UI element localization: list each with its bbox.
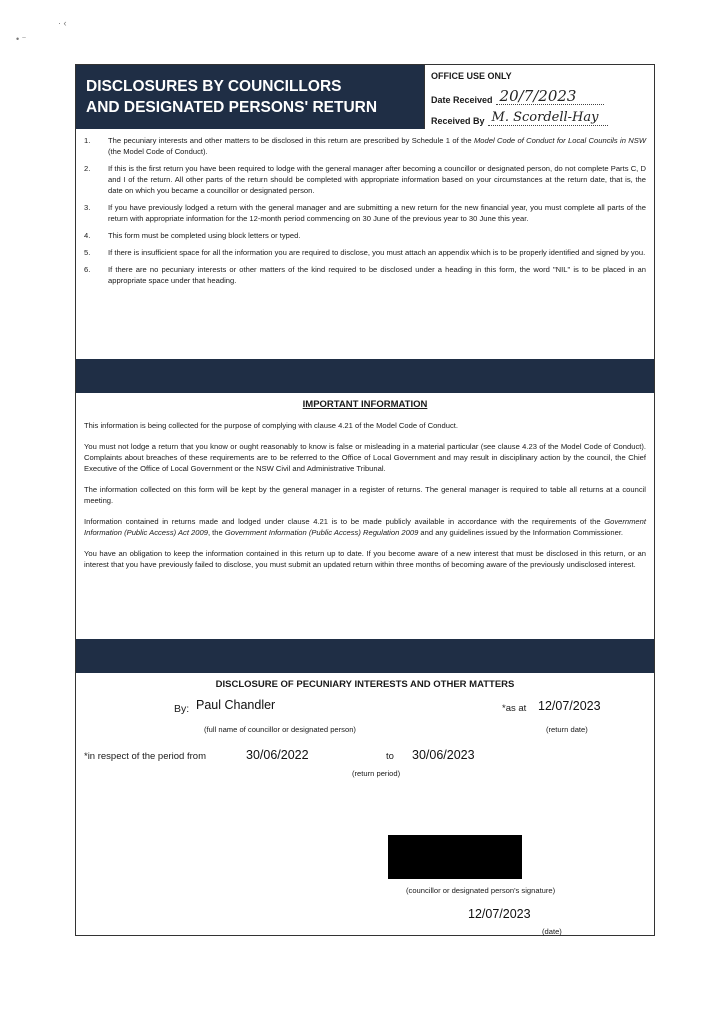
to-label: to [386,751,394,762]
received-by-label: Received By [431,116,485,126]
received-by-value: M. Scordell-Hay [488,110,608,126]
instruction-text: If you have previously lodged a return with the general manager and are submitting a new return for the new financial year, you must complete all parts of the return with appropriate information for the 12-month period commencing on 30 June of the previous year to 30 June this year. [108,203,646,223]
instruction-item [84,135,646,157]
instruction-number: 4. [84,231,91,240]
return-date-value: 12/07/2023 [538,699,601,713]
date-caption: (date) [542,927,562,936]
instruction-text: (the Model Code of Conduct). [108,147,208,156]
instruction-item [84,264,646,286]
form-title-line2: AND DESIGNATED PERSONS' RETURN [86,99,378,116]
instruction-item [84,202,646,224]
text-fragment: and any guidelines issued by the Information Commissioner. [418,528,624,537]
important-paragraph: This information is being collected for the purpose of complying with clause 4.21 of the Model Code of Conduct. [84,421,458,430]
councillor-name: Paul Chandler [196,698,276,712]
important-paragraph [84,516,646,538]
form-title [76,65,424,129]
instruction-text: If there are no pecuniary interests or other matters of the kind required to be disclosed under a heading in this form, the word "NIL" is to be placed in an appropriate space under that heading. [108,265,646,285]
date-received-label: Date Received [431,95,493,105]
disclosure-section [76,673,654,935]
text-fragment: , the [207,528,225,537]
act-title: Government Information (Public Access) Act 2009 [84,517,646,537]
name-caption: (full name of councillor or designated person) [204,725,356,734]
instruction-text: This form must be completed using block letters or typed. [108,231,301,240]
text-fragment: Information contained in returns made and lodged under clause 4.21 is to be made publicly available in accordance with the requirements of the [84,517,605,526]
by-label: By: [174,703,190,715]
period-caption: (return period) [352,769,401,778]
as-at-label: *as at [502,703,527,714]
instructions-section [76,129,654,292]
instruction-text: The pecuniary interests and other matters to be disclosed in this return are prescribed by Schedule 1 of the [108,136,474,145]
signed-date-value: 12/07/2023 [468,907,531,921]
instruction-item [84,230,646,241]
important-paragraph: You have an obligation to keep the information contained in this return up to date. If you become aware of a new interest that must be disclosed in this return, or an interest that you have previously failed to disclose, you must submit an updated return within three months of becoming aware of the previously undisclosed interest. [84,549,646,569]
important-paragraph: The information collected on this form will be kept by the general manager in a register of returns. The general manager is required to table all returns at a council meeting. [84,485,646,505]
instruction-number: 2. [84,164,91,173]
period-from-value: 30/06/2022 [246,748,309,762]
form-title-line1: DISCLOSURES BY COUNCILLORS [86,78,342,95]
period-label: *in respect of the period from [84,751,206,762]
instruction-number: 6. [84,265,91,274]
instruction-italic-text: Model Code of Conduct for Local Councils in NSW [473,136,646,145]
important-paragraph: You must not lodge a return that you know or ought reasonably to know is false or misleading in a material particular (see clause 4.23 of the Model Code of Conduct). Complaints about breaches of these requirements are to be referred to the Office of Local Government and may result in disciplinary action by the council, the Chief Executive of the Office of Local Government or the NSW Civil and Administrative Tribunal. [84,442,646,473]
scan-mark: · ‹ [58,18,67,28]
period-to-value: 30/06/2023 [412,748,475,762]
redacted-signature [388,835,522,879]
instruction-text: If this is the first return you have been required to lodge with the general manager after becoming a councillor or designated person, do not complete Parts C, D and I of the return. All other parts of the return should be completed with appropriate information based on your circumstances at the return date, that is, the date on which you became a councillor or designated person. [108,164,646,195]
instruction-number: 5. [84,248,91,257]
form-header [76,65,654,129]
return-form [75,64,655,936]
scan-mark: • ⁻ [16,34,27,44]
office-use-heading: OFFICE USE ONLY [431,71,512,81]
instruction-item [84,163,646,196]
instruction-item [84,247,646,258]
office-use-box [424,65,654,129]
instruction-text: If there is insufficient space for all the information you are required to disclose, you must attach an appendix which is to be properly identified and signed by you. [108,248,646,257]
instruction-number: 3. [84,203,91,212]
disclosure-heading: DISCLOSURE OF PECUNIARY INTERESTS AND OTHER MATTERS [215,679,515,690]
regulation-title: Government Information (Public Access) Regulation 2009 [224,528,419,537]
important-information-section [76,393,654,580]
date-received-value: 20/7/2023 [496,89,604,105]
important-heading: IMPORTANT INFORMATION [302,399,428,410]
section-divider-band [76,639,654,673]
instruction-number: 1. [84,136,91,145]
signature-caption: (councillor or designated person's signature) [406,886,556,895]
return-date-caption: (return date) [546,725,588,734]
instructions-list [76,129,654,286]
section-divider-band [76,359,654,393]
